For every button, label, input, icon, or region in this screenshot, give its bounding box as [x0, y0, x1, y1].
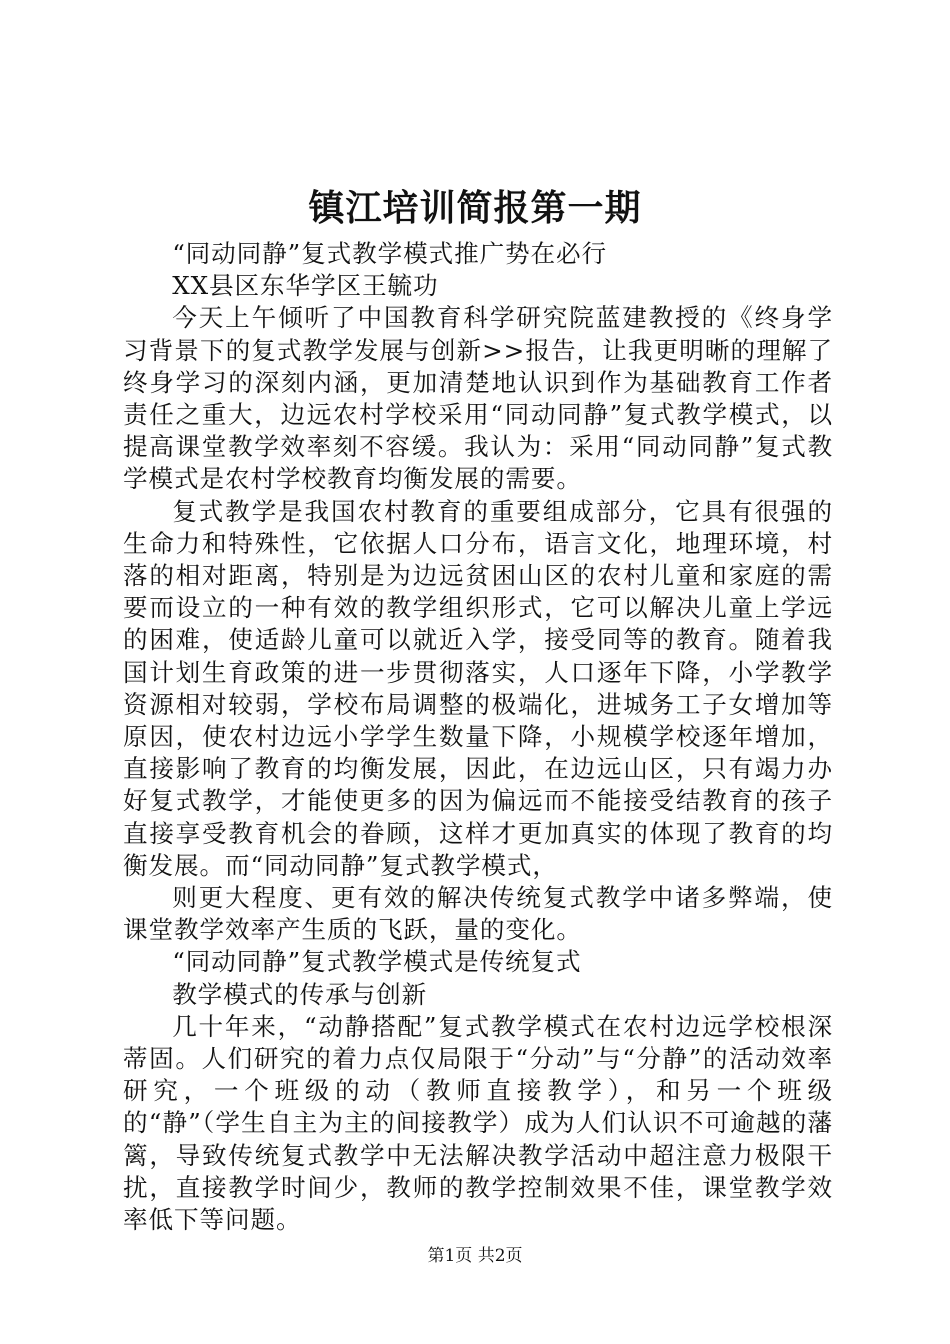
author-line: XX县区东华学区王毓功: [172, 271, 439, 301]
subtitle-heading: “同动同静”复式教学模式推广势在必行: [172, 239, 608, 268]
body-paragraph: 几十年来，“动静搭配”复式教学模式在农村边远学校根深蒂固。人们研究的着力点仅局限于“分动”与“分静”的活动效率研究，一个班级的动（教师直接教学），和另一个班级的“静”（学生自主为主的间接教学）成为人们认识不可逾越的藩篱，导致传统复式教学中无法解决教学活动中超注意力极限干扰，直接教学时间少，教师的教学控制效果不佳，课堂教学效率低下等问题。: [123, 1011, 833, 1235]
section-heading-continued: 教学模式的传承与创新: [172, 979, 428, 1009]
document-body: [123, 238, 833, 1236]
section-heading: “同动同静”复式教学模式是传统复式: [172, 947, 582, 977]
page-number-footer: 第1页 共2页: [427, 1246, 523, 1266]
document-title: 镇江培训简报第一期: [308, 187, 642, 229]
body-paragraph: 复式教学是我国农村教育的重要组成部分，它具有很强的生命力和特殊性，它依据人口分布，语言文化，地理环境，村落的相对距离，特别是为边远贫困山区的农村儿童和家庭的需要而设立的一种有效的教学组织形式，它可以解决儿童上学远的困难，使适龄儿童可以就近入学，接受同等的教育。随着我国计划生育政策的进一步贯彻落实，人口逐年下降，小学教学资源相对较弱，学校布局调整的极端化，进城务工子女增加等原因，使农村边远小学学生数量下降，小规模学校逐年增加，直接影响了教育的均衡发展，因此，在边远山区，只有竭力办好复式教学，才能使更多的因为偏远而不能接受结教育的孩子直接享受教育机会的眷顾，这样才更加真实的体现了教育的均衡发展。而“同动同静”复式教学模式，: [123, 496, 833, 880]
body-paragraph: 今天上午倾听了中国教育科学研究院蓝建教授的《终身学习背景下的复式教学发展与创新>>报告，让我更明晰的理解了终身学习的深刻内涵，更加清楚地认识到作为基础教育工作者责任之重大，边远农村学校采用“同动同静”复式教学模式，以提高课堂教学效率刻不容缓。我认为：采用“同动同静”复式教学模式是农村学校教育均衡发展的需要。: [123, 303, 833, 494]
body-paragraph: 则更大程度、更有效的解决传统复式教学中诸多弊端，使课堂教学效率产生质的飞跃，量的变化。: [123, 883, 833, 945]
